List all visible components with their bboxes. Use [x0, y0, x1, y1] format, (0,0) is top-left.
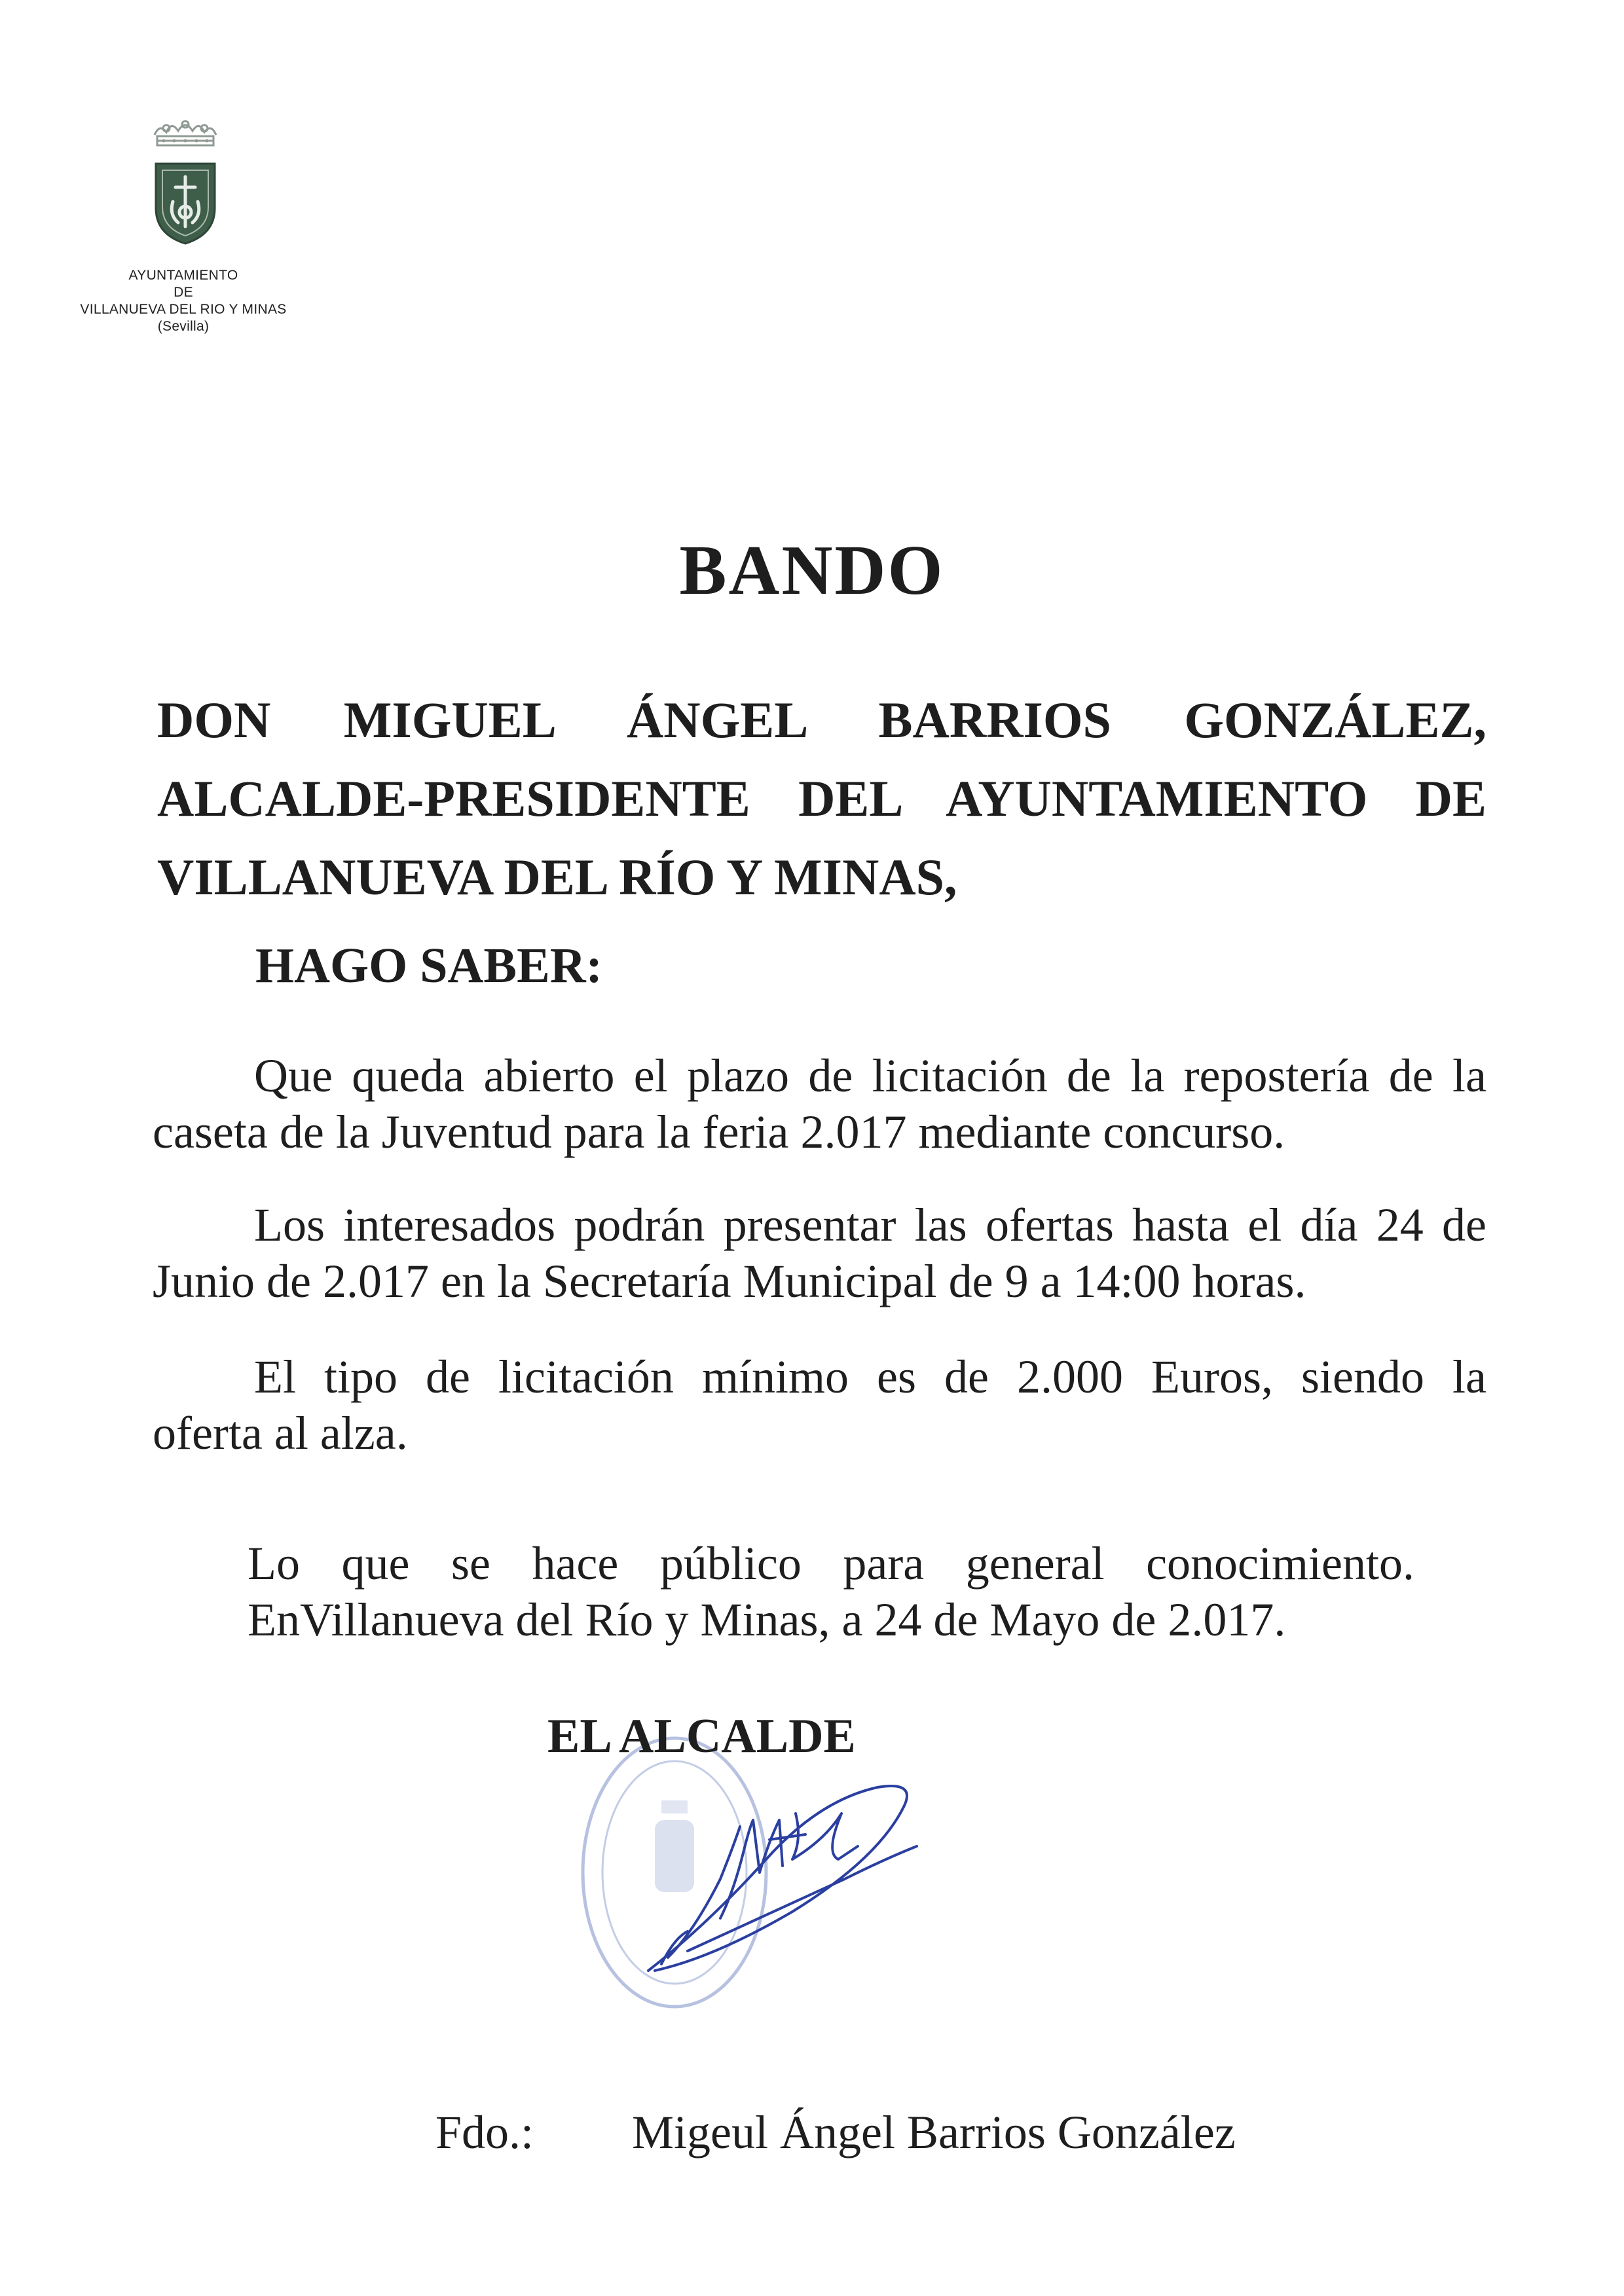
paragraph-1	[153, 1048, 1486, 1160]
mayor-line-2: ALCALDE-PRESIDENTE DEL AYUNTAMIENTO DE	[157, 770, 1486, 827]
mayor-line-1: DON MIGUEL ÁNGEL BARRIOS GONZÁLEZ,	[157, 691, 1486, 748]
paragraph-3	[153, 1349, 1486, 1461]
coat-of-arms-icon	[149, 117, 221, 247]
paragraph-2-line-2: Junio de 2.017 en la Secretaría Municipal de 9 a 14:00 horas.	[153, 1255, 1306, 1307]
signatory-title: EL ALCALDE	[547, 1709, 856, 1763]
announcement-heading: HAGO SABER:	[255, 938, 602, 993]
closing-paragraph	[248, 1535, 1414, 1648]
paragraph-1-line-2: caseta de la Juventud para la feria 2.017 mediante concurso.	[153, 1106, 1285, 1158]
mayor-heading	[157, 681, 1486, 917]
paragraph-3-line-2: oferta al alza.	[153, 1407, 408, 1459]
paragraph-1-line-1: Que queda abierto el plazo de licitación de la repostería de la	[254, 1049, 1486, 1102]
paragraph-3-line-1: El tipo de licitación mínimo es de 2.000 Euros, siendo la	[254, 1351, 1486, 1403]
closing-line-1: Lo que se hace público para general conocimiento.	[248, 1537, 1414, 1590]
signed-name: Migeul Ángel Barrios González	[632, 2106, 1236, 2159]
closing-line-2: EnVillanueva del Río y Minas, a 24 de Mayo de 2.017.	[248, 1594, 1286, 1646]
organization-name	[39, 267, 327, 335]
org-line-2: DE	[174, 285, 193, 300]
page-title: BANDO	[679, 532, 945, 610]
org-line-3: VILLANUEVA DEL RIO Y MINAS	[80, 302, 287, 317]
org-line-1: AYUNTAMIENTO	[128, 268, 238, 283]
org-line-4: (Sevilla)	[157, 319, 210, 334]
paragraph-2-line-1: Los interesados podrán presentar las ofertas hasta el día 24 de	[254, 1199, 1486, 1251]
signature-icon	[629, 1761, 923, 1984]
signed-label: Fdo.:	[435, 2106, 534, 2159]
paragraph-2	[153, 1197, 1486, 1309]
mayor-line-3: VILLANUEVA DEL RÍO Y MINAS,	[157, 848, 957, 905]
